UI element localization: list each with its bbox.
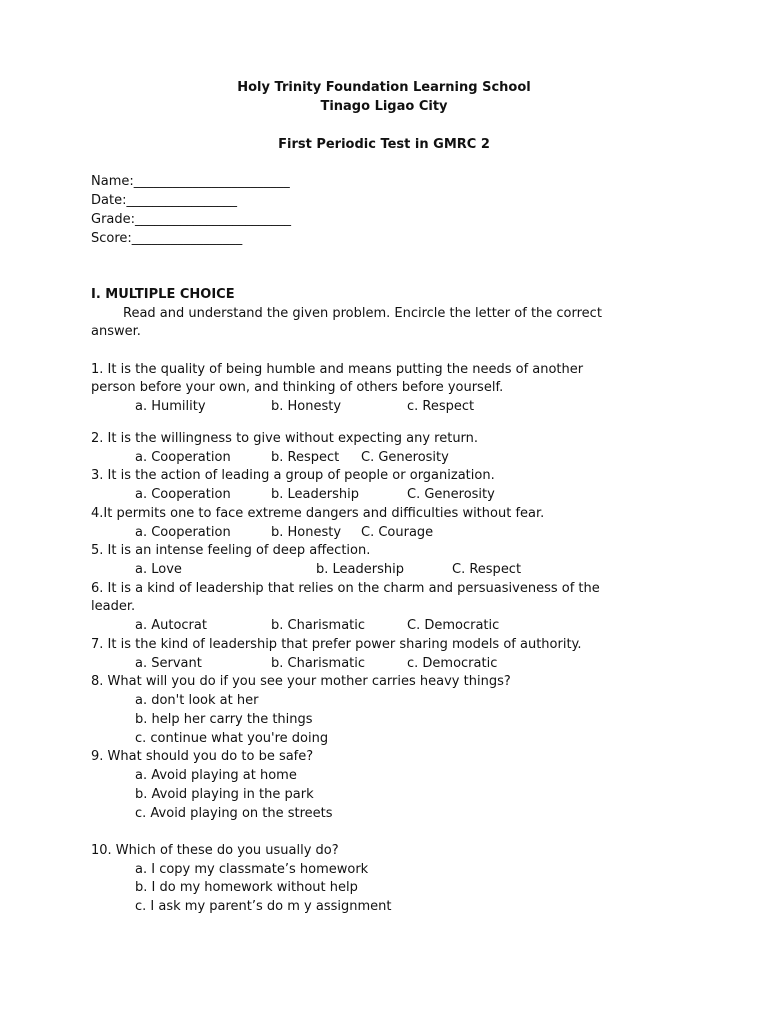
- question-7-option-a: a. Servant: [135, 656, 202, 671]
- instruction-line-2: answer.: [91, 324, 141, 339]
- question-4-option-b: b. Honesty: [271, 525, 342, 540]
- school-name: Holy Trinity Foundation Learning School: [237, 80, 531, 95]
- question-7-line-1: 7. It is the kind of leadership that prefer power sharing models of authority.: [91, 637, 582, 652]
- name-field: Name:________________________: [91, 174, 290, 189]
- question-4-line-1: 4.It permits one to face extreme dangers and difficulties without fear.: [91, 506, 545, 521]
- question-2-option-c: C. Generosity: [361, 450, 449, 465]
- question-5-line-1: 5. It is an intense feeling of deep affection.: [91, 543, 371, 558]
- question-8-line-1: 8. What will you do if you see your mother carries heavy things?: [91, 674, 511, 689]
- question-3-option-a: a. Cooperation: [135, 487, 231, 502]
- question-7-option-b: b. Charismatic: [271, 656, 366, 671]
- question-7-option-c: c. Democratic: [407, 656, 498, 671]
- question-3-option-b: b. Leadership: [271, 487, 359, 502]
- question-5-option-b: b. Leadership: [316, 562, 404, 577]
- test-title: First Periodic Test in GMRC 2: [278, 137, 490, 152]
- question-1-option-c: c. Respect: [407, 399, 475, 414]
- question-4-option-c: C. Courage: [361, 525, 434, 540]
- question-10-option-a: a. I copy my classmate’s homework: [135, 862, 369, 877]
- question-10-option-c: c. I ask my parent’s do m y assignment: [135, 899, 392, 914]
- question-6-option-a: a. Autocrat: [135, 618, 207, 633]
- question-1-option-b: b. Honesty: [271, 399, 342, 414]
- question-5-option-c: C. Respect: [452, 562, 522, 577]
- question-8-option-b: b. help her carry the things: [135, 712, 313, 727]
- question-1-line-1: 1. It is the quality of being humble and means putting the needs of another: [91, 362, 584, 377]
- question-9-option-b: b. Avoid playing in the park: [135, 787, 314, 802]
- question-6-line-2: leader.: [91, 599, 136, 614]
- date-field: Date:_________________: [91, 193, 237, 208]
- grade-field: Grade:________________________: [91, 212, 292, 227]
- score-field: Score:_________________: [91, 231, 243, 246]
- question-9-option-c: c. Avoid playing on the streets: [135, 806, 333, 821]
- question-9-line-1: 9. What should you do to be safe?: [91, 749, 314, 764]
- question-5-option-a: a. Love: [135, 562, 182, 577]
- question-1-line-2: person before your own, and thinking of others before yourself.: [91, 380, 504, 395]
- question-8-option-a: a. don't look at her: [135, 693, 259, 708]
- question-6-line-1: 6. It is a kind of leadership that relies on the charm and persuasiveness of the: [91, 581, 600, 596]
- question-1-option-a: a. Humility: [135, 399, 206, 414]
- section-title: I. MULTIPLE CHOICE: [91, 287, 235, 302]
- question-3-line-1: 3. It is the action of leading a group of people or organization.: [91, 468, 495, 483]
- question-4-option-a: a. Cooperation: [135, 525, 231, 540]
- question-2-option-a: a. Cooperation: [135, 450, 231, 465]
- question-2-line-1: 2. It is the willingness to give without expecting any return.: [91, 431, 479, 446]
- instruction-line-1: Read and understand the given problem. Encircle the letter of the correct: [123, 306, 602, 321]
- question-9-option-a: a. Avoid playing at home: [135, 768, 297, 783]
- question-6-option-c: C. Democratic: [407, 618, 500, 633]
- question-8-option-c: c. continue what you're doing: [135, 731, 329, 746]
- question-3-option-c: C. Generosity: [407, 487, 495, 502]
- question-10-line-1: 10. Which of these do you usually do?: [91, 843, 339, 858]
- school-city: Tinago Ligao City: [320, 99, 448, 114]
- question-2-option-b: b. Respect: [271, 450, 340, 465]
- question-6-option-b: b. Charismatic: [271, 618, 366, 633]
- question-10-option-b: b. I do my homework without help: [135, 880, 358, 895]
